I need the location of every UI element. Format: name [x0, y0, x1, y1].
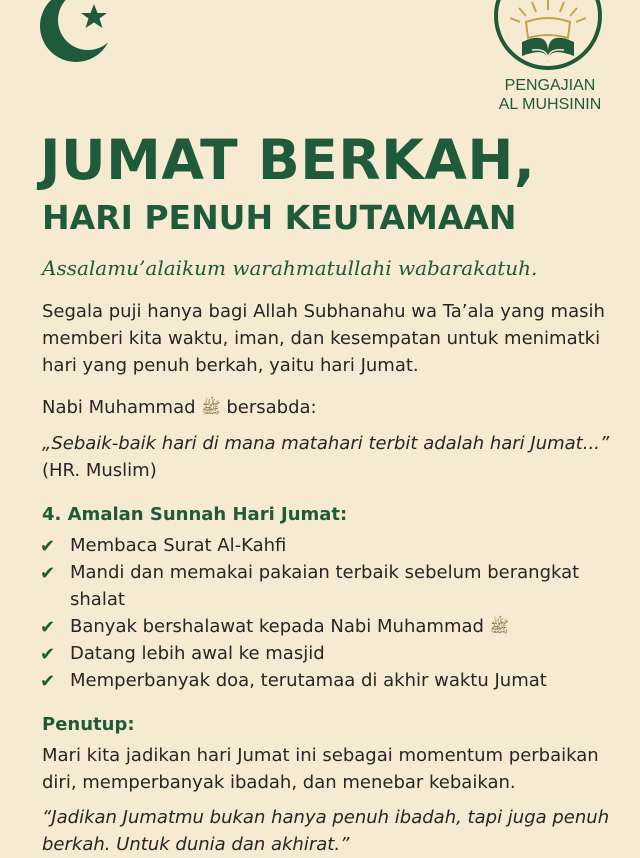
- page-title: JUMAT BERKAH,: [40, 128, 536, 192]
- penutup-heading: Penutup:: [42, 714, 135, 735]
- hadith-source: (HR. Muslim): [42, 460, 157, 481]
- list-item: [40, 559, 625, 613]
- salawat-glyph: ﷺ: [201, 398, 221, 417]
- list-item-text: Banyak bershalawat kepada Nabi Muhammad: [70, 616, 484, 637]
- crescent-star-icon: [40, 0, 116, 64]
- list-item-text: Mandi dan memakai pakaian terbaik sebelum berangkat shalat: [70, 562, 580, 610]
- hadith-quote: [42, 430, 622, 484]
- intro-paragraph: Segala puji hanya bagi Allah Subhanahu wa Ta’ala yang masih memberi kita waktu, iman, dan kesempatan untuk menimatki hari yang penuh berkah, yaitu hari Jumat.: [42, 301, 605, 376]
- check-icon: ✔: [40, 563, 56, 584]
- list-item-text: Datang lebih awal ke masjid: [70, 643, 325, 664]
- page-subtitle: HARI PENUH KEUTAMAAN: [42, 198, 517, 237]
- closing-paragraph: Mari kita jadikan hari Jumat ini sebagai momentum perbaikan diri, memperbanyak ibadah, dan menebar kebaikan.: [42, 745, 599, 793]
- check-icon: ✔: [40, 536, 56, 557]
- nabi-line: [42, 394, 622, 421]
- org-name-line2: AL MUHSININ: [498, 96, 602, 113]
- check-icon: ✔: [40, 617, 56, 638]
- check-icon: ✔: [40, 671, 56, 692]
- quran-book-logo-icon: [492, 0, 604, 72]
- amalan-list: [40, 532, 625, 694]
- org-name-line1: PENGAJIAN: [504, 77, 596, 94]
- list-item-text: Memperbanyak doa, terutamaa di akhir waktu Jumat: [70, 670, 547, 691]
- salawat-glyph: ﷺ: [489, 617, 509, 636]
- list-item: [40, 640, 625, 667]
- closing-quote: “Jadikan Jumatmu bukan hanya penuh ibadah, tapi juga penuh berkah. Untuk dunia dan akhirat.”: [42, 807, 610, 855]
- list-item-text: Membaca Surat Al-Kahfi: [70, 535, 287, 556]
- list-item: [40, 613, 625, 640]
- nabi-line-before: Nabi Muhammad: [42, 397, 196, 418]
- nabi-line-after: bersabda:: [226, 397, 317, 418]
- hadith-text: „Sebaik-baik hari di mana matahari terbit adalah hari Jumat...”: [42, 433, 610, 454]
- org-name: [488, 76, 612, 114]
- check-icon: ✔: [40, 644, 56, 665]
- greeting: Assalamu’alaikum warahmatullahi wabarakatuh.: [42, 256, 538, 280]
- amalan-heading: 4. Amalan Sunnah Hari Jumat:: [42, 504, 348, 525]
- list-item: [40, 667, 625, 694]
- list-item: [40, 532, 625, 559]
